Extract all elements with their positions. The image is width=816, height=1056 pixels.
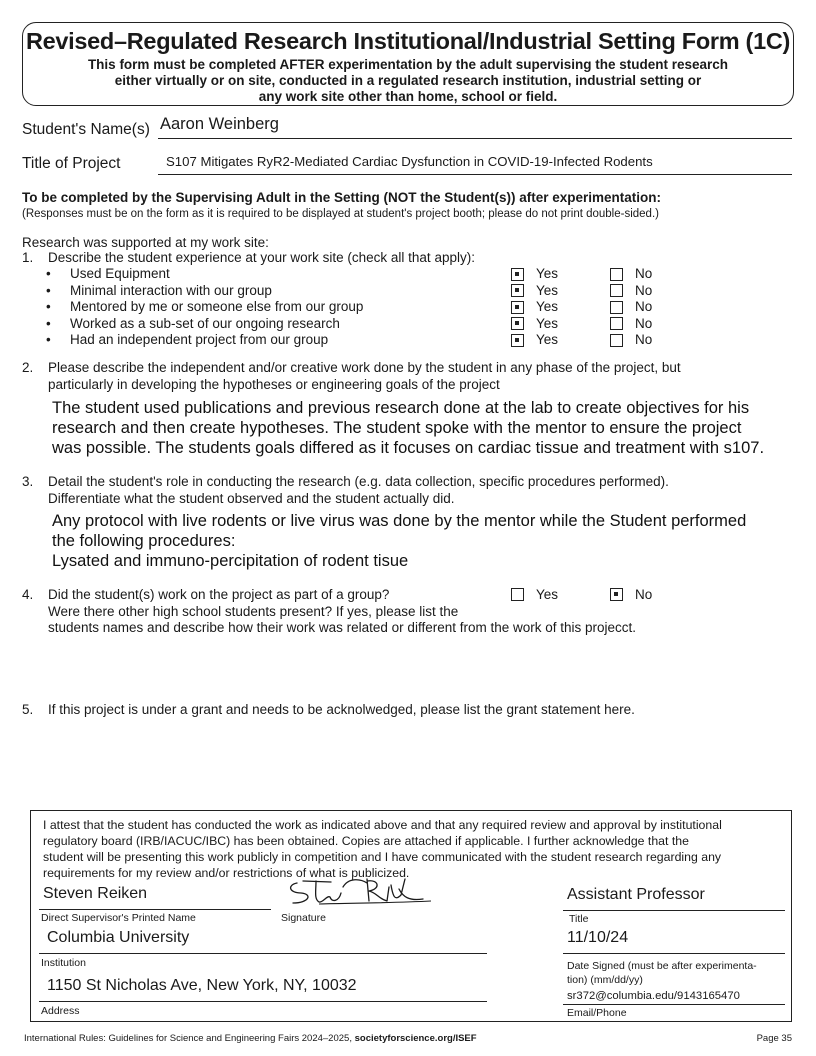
list-bullet: •: [46, 299, 51, 314]
q1-no-label: No: [635, 332, 653, 347]
q1-option-label: Minimal interaction with our group: [70, 282, 272, 298]
date-line: [563, 953, 785, 954]
student-name-field[interactable]: Aaron Weinberg: [160, 115, 279, 133]
q1-no-checkbox[interactable]: [610, 301, 623, 314]
date-caption: [567, 959, 757, 987]
attestation-line-3: student will be presenting this work publicly in competition and I have communicated with the student research regarding any: [43, 850, 722, 864]
q2-text: [48, 360, 681, 393]
q3-number: 3.: [22, 474, 34, 489]
student-name-label: Student's Name(s): [22, 121, 150, 138]
subtitle-line-3: any work site other than home, school or field.: [258, 89, 558, 104]
q3-text-line-1: Detail the student's role in conducting the research (e.g. data collection, specific procedures performed).: [48, 474, 669, 489]
form-subtitle: [23, 57, 793, 105]
q1-no-label: No: [635, 299, 653, 314]
form-header: [22, 22, 794, 106]
project-title-label: Title of Project: [22, 155, 121, 172]
supervisor-name-line: [39, 909, 271, 910]
q2-text-line-2: particularly in developing the hypotheses or engineering goals of the project: [48, 376, 500, 392]
q3-text-line-2: Differentiate what the student observed and the student actually did.: [48, 490, 455, 506]
footer-rules-text: International Rules: Guidelines for Science and Engineering Fairs 2024–2025,: [24, 1033, 355, 1044]
form-title: Revised–Regulated Research Institutional/Industrial Setting Form (1C): [25, 28, 791, 54]
q4-no-checkbox[interactable]: [610, 588, 623, 601]
signature-image[interactable]: [283, 873, 433, 911]
q3-answer[interactable]: [52, 511, 746, 571]
attestation-box: [30, 810, 792, 1022]
q2-answer-line-3: was possible. The students goals differed as it focuses on cardiac tissue and treatment with s107.: [52, 439, 765, 457]
q2-answer-line-1: The student used publications and previous research done at the lab to create objectives for his: [52, 399, 750, 417]
q5-number: 5.: [22, 702, 34, 717]
q1-no-label: No: [635, 315, 653, 331]
q1-no-checkbox[interactable]: [610, 317, 623, 330]
date-caption-line-2: tion) (mm/dd/yy): [567, 974, 643, 986]
q1-yes-label: Yes: [536, 332, 559, 347]
q2-answer-line-2: research and then create hypotheses. The student spoke with the mentor to ensure the project: [52, 419, 742, 437]
list-bullet: •: [46, 266, 51, 281]
q2-answer[interactable]: [52, 398, 764, 458]
q1-yes-checkbox[interactable]: [511, 268, 524, 281]
q1-option-label: Had an independent project from our group: [70, 332, 329, 347]
attestation-line-2: regulatory board (IRB/IACUC/IBC) has been obtained. Copies are attached if applicable. I further acknowledge that the: [43, 834, 689, 848]
project-title-line: [158, 174, 792, 175]
date-caption-line-1: Date Signed (must be after experimenta-: [567, 960, 757, 972]
project-title-field[interactable]: S107 Mitigates RyR2-Mediated Cardiac Dysfunction in COVID-19-Infected Rodents: [166, 154, 653, 169]
title-field[interactable]: Assistant Professor: [567, 886, 705, 903]
page-footer: [24, 1033, 796, 1044]
q1-intro: Research was supported at my work site:: [22, 235, 269, 250]
title-line: [563, 910, 785, 911]
q1-yes-label: Yes: [536, 282, 559, 298]
q4-no-label: No: [635, 587, 653, 602]
subtitle-line-2: either virtually or on site, conducted in a regulated research institution, industrial setting or: [114, 73, 702, 88]
q1-yes-label: Yes: [536, 266, 559, 281]
q1-option-label: Worked as a sub-set of our ongoing research: [70, 315, 340, 331]
date-field[interactable]: 11/10/24: [567, 929, 629, 946]
title-caption: Title: [569, 913, 589, 925]
address-line: [39, 1001, 487, 1002]
q1-text: Describe the student experience at your work site (check all that apply):: [48, 250, 475, 265]
supervisor-name-caption: Direct Supervisor's Printed Name: [41, 912, 196, 924]
q1-no-checkbox[interactable]: [610, 284, 623, 297]
q2-number: 2.: [22, 360, 34, 375]
q3-answer-line-2: the following procedures:: [52, 532, 236, 550]
address-caption: Address: [41, 1005, 80, 1017]
q2-text-line-1: Please describe the independent and/or creative work done by the student in any phase of the project, but: [48, 360, 681, 375]
attestation-line-4: requirements for my review and/or restrictions of what is publicized.: [43, 866, 410, 880]
q1-number: 1.: [22, 250, 34, 265]
institution-field[interactable]: Columbia University: [47, 929, 190, 946]
attestation-line-1: I attest that the student has conducted the work as indicated above and that any required review and approval by institutional: [43, 818, 722, 832]
email-phone-caption: Email/Phone: [567, 1007, 627, 1019]
q4-yes-label: Yes: [536, 587, 559, 602]
q4-text-line-3: students names and describe how their work was related or different from the work of this projecct.: [48, 620, 637, 635]
institution-caption: Institution: [41, 957, 86, 969]
instructions-note: (Responses must be on the form as it is required to be displayed at student's project booth; please do not print double-sided.): [22, 208, 659, 220]
page-number: Page 35: [756, 1033, 792, 1044]
list-bullet: •: [46, 332, 51, 347]
q3-answer-line-1: Any protocol with live rodents or live virus was done by the mentor while the Student performed: [52, 512, 747, 530]
q5-text: If this project is under a grant and needs to be acknolwedged, please list the grant statement here.: [48, 702, 635, 717]
q1-yes-checkbox[interactable]: [511, 317, 524, 330]
email-phone-field[interactable]: sr372@columbia.edu/9143165470: [567, 990, 740, 1002]
student-name-line: [158, 138, 792, 139]
list-bullet: •: [46, 282, 51, 298]
email-phone-line: [563, 1004, 785, 1005]
q3-answer-line-3: Lysated and immuno-percipitation of rodent tisue: [52, 552, 409, 570]
q1-yes-label: Yes: [536, 299, 559, 314]
attestation-text: [43, 817, 783, 881]
q4-text-line-1: Did the student(s) work on the project as part of a group?: [48, 587, 390, 602]
instructions-heading: To be completed by the Supervising Adult in the Setting (NOT the Student(s)) after experimentation:: [22, 190, 662, 205]
q1-no-label: No: [635, 266, 653, 281]
institution-line: [39, 953, 487, 954]
q1-option-label: Used Equipment: [70, 266, 170, 281]
q1-no-checkbox[interactable]: [610, 268, 623, 281]
q1-no-checkbox[interactable]: [610, 334, 623, 347]
address-field[interactable]: 1150 St Nicholas Ave, New York, NY, 10032: [47, 977, 357, 994]
q4-text-line-2: Were there other high school students present? If yes, please list the: [48, 603, 459, 619]
q1-yes-checkbox[interactable]: [511, 334, 524, 347]
footer-link[interactable]: societyforscience.org/ISEF: [354, 1033, 477, 1044]
q1-option-label: Mentored by me or someone else from our group: [70, 299, 364, 314]
subtitle-line-1: This form must be completed AFTER experimentation by the adult supervising the student research: [87, 57, 729, 72]
q1-yes-label: Yes: [536, 315, 559, 331]
q1-yes-checkbox[interactable]: [511, 301, 524, 314]
supervisor-name-field[interactable]: Steven Reiken: [43, 885, 148, 902]
list-bullet: •: [46, 315, 51, 331]
q1-yes-checkbox[interactable]: [511, 284, 524, 297]
q4-number: 4.: [22, 587, 34, 602]
q1-no-label: No: [635, 282, 653, 298]
signature-caption: Signature: [281, 912, 326, 924]
q3-text: [48, 474, 669, 507]
q4-yes-checkbox[interactable]: [511, 588, 524, 601]
